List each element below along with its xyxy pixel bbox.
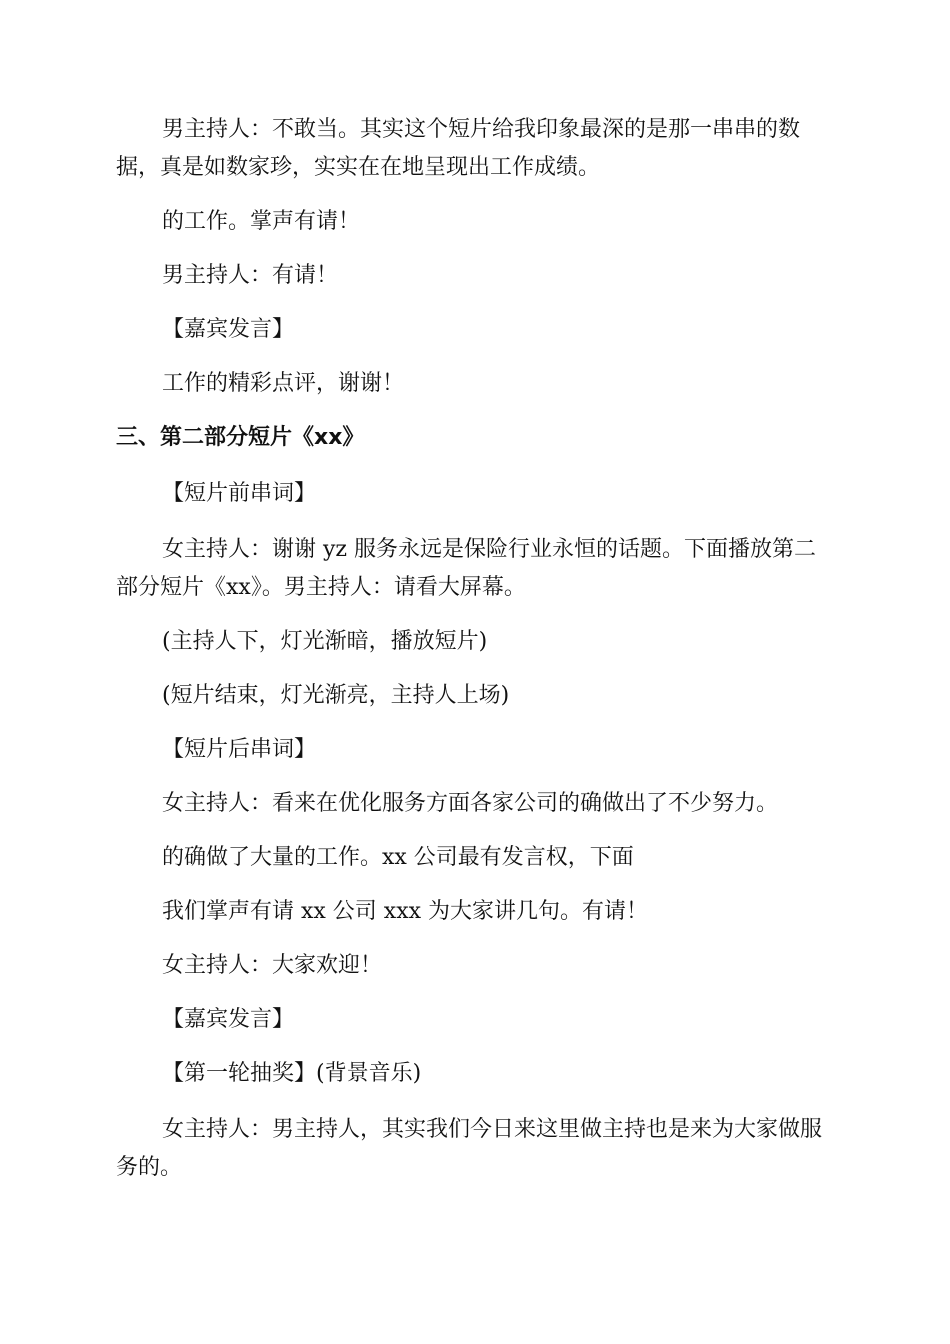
paragraph-line: 部分短片《xx》。男主持人：请看大屏幕。 xyxy=(116,575,526,600)
paragraph-line: 【第一轮抽奖】(背景音乐) xyxy=(162,1061,422,1086)
paragraph-line: 务的。 xyxy=(116,1155,183,1180)
paragraph-line: (主持人下，灯光渐暗，播放短片) xyxy=(162,629,488,654)
paragraph-line: 女主持人：男主持人，其实我们今日来这里做主持也是来为大家做服 xyxy=(162,1117,823,1142)
paragraph-line: 【短片前串词】 xyxy=(162,481,317,506)
paragraph-line: (短片结束，灯光渐亮，主持人上场) xyxy=(162,683,510,708)
paragraph-line: 我们掌声有请 xx 公司 xxx 为大家讲几句。有请！ xyxy=(162,899,649,924)
paragraph-line: 工作的精彩点评，谢谢！ xyxy=(162,371,405,396)
paragraph-line: 【嘉宾发言】 xyxy=(162,1007,295,1032)
paragraph-line: 据，真是如数家珍，实实在在地呈现出工作成绩。 xyxy=(116,155,601,180)
paragraph-line: 女主持人：看来在优化服务方面各家公司的确做出了不少努力。 xyxy=(162,791,779,816)
paragraph-line: 的工作。掌声有请！ xyxy=(162,209,361,234)
paragraph-line: 女主持人：谢谢 yz 服务永远是保险行业永恒的话题。下面播放第二 xyxy=(162,537,817,562)
paragraph-line: 【嘉宾发言】 xyxy=(162,317,295,342)
paragraph-line: 女主持人：大家欢迎！ xyxy=(162,953,383,978)
paragraph-line: 男主持人：不敢当。其实这个短片给我印象最深的是那一串串的数 xyxy=(162,117,801,142)
paragraph-line: 男主持人：有请！ xyxy=(162,263,339,288)
paragraph-line: 的确做了大量的工作。xx 公司最有发言权，下面 xyxy=(162,845,634,870)
section-heading: 三、第二部分短片《xx》 xyxy=(116,425,365,450)
paragraph-line: 【短片后串词】 xyxy=(162,737,317,762)
